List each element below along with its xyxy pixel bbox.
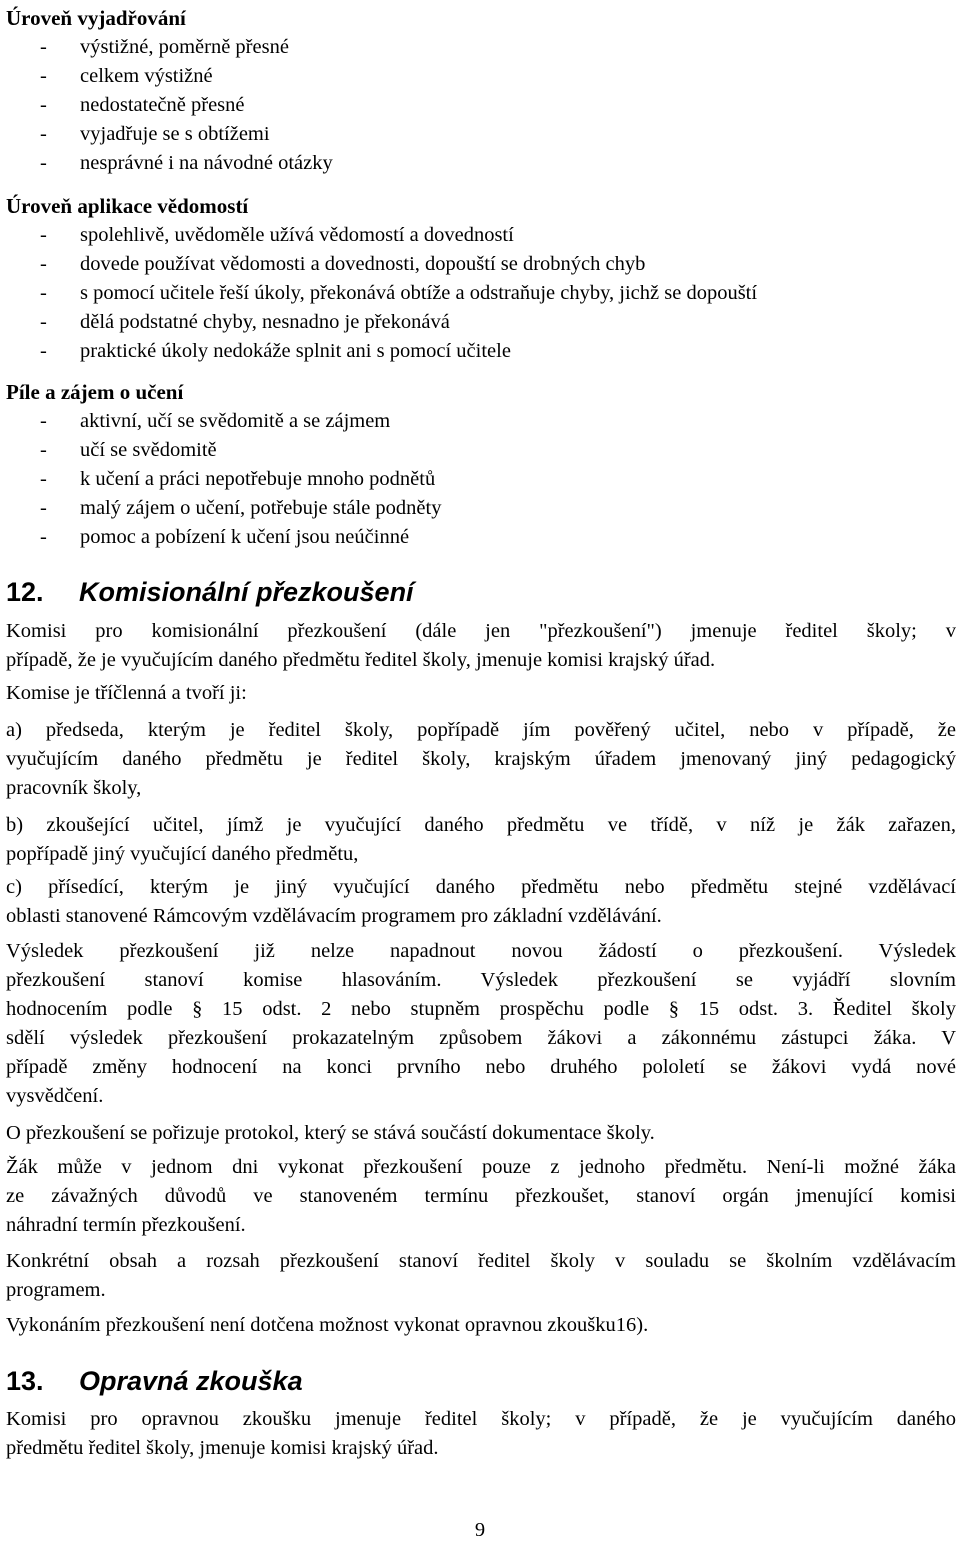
list-item: - celkem výstižné: [40, 65, 213, 87]
list-item: - praktické úkoly nedokáže splnit ani s pomocí učitele: [40, 340, 511, 362]
paragraph: Vykonáním přezkoušení není dotčena možnost vykonat opravnou zkoušku16).: [6, 1314, 649, 1336]
list-item: - nedostatečně přesné: [40, 94, 245, 116]
heading-uroven-aplikace: Úroveň aplikace vědomostí: [6, 194, 249, 218]
paragraph: b) zkoušející učitel, jímž je vyučující daného předmětu ve třídě, v níž je žák zařazen, popřípadě jiný vyučující daného předmětu,: [6, 814, 956, 865]
paragraph: Komise je tříčlenná a tvoří ji:: [6, 682, 247, 704]
list-item: - dovede používat vědomosti a dovednosti, dopouští se drobných chyb: [40, 253, 646, 275]
list-item: - dělá podstatné chyby, nesnadno je překonává: [40, 311, 450, 333]
paragraph: O přezkoušení se pořizuje protokol, který se stává součástí dokumentace školy.: [6, 1122, 655, 1144]
section-13-title: 13. Opravná zkouška: [6, 1366, 303, 1396]
list-item: - učí se svědomitě: [40, 439, 217, 461]
paragraph: c) přísedící, kterým je jiný vyučující daného předmětu nebo předmětu stejné vzdělávací oblasti stanovené Rámcovým vzdělávacím programem pro základní vzdělávání.: [6, 876, 956, 927]
paragraph: Komisi pro komisionální přezkoušení (dále jen "přezkoušení") jmenuje ředitel školy; v případě, že je vyučujícím daného předmětu ředitel školy, jmenuje komisi krajský úřad.: [6, 620, 956, 671]
list-item: - spolehlivě, uvědoměle užívá vědomostí a dovedností: [40, 224, 514, 246]
list-item: - vyjadřuje se s obtížemi: [40, 123, 270, 145]
section-12-title: 12. Komisionální přezkoušení: [6, 577, 414, 607]
list-item: - pomoc a pobízení k učení jsou neúčinné: [40, 526, 410, 548]
paragraph: Výsledek přezkoušení již nelze napadnout novou žádostí o přezkoušení. Výsledek přezkoušení stanoví komise hlasováním. Výsledek přezkoušení se vyjádří slovním hodnocením podle § 15 odst. 2 nebo stupněm prospěchu podle § 15 odst. 3. Ředitel školy sdělí výsledek přezkoušení prokazatelným způsobem žákovi a zákonnému zástupci žáka. V případě změny hodnocení na konci prvního nebo druhého pololetí se žákovi vydá nové vysvědčení.: [6, 940, 956, 1107]
heading-uroven-vyjadrovani: Úroveň vyjadřování: [6, 6, 186, 30]
list-item: - s pomocí učitele řeší úkoly, překonává obtíže a odstraňuje chyby, jichž se dopouští: [40, 282, 758, 304]
list-item: - nesprávné i na návodné otázky: [40, 152, 333, 174]
list-item: - výstižné, poměrně přesné: [40, 36, 289, 58]
paragraph: Konkrétní obsah a rozsah přezkoušení stanoví ředitel školy v souladu se školním vzdělávacím programem.: [6, 1250, 956, 1301]
paragraph: Komisi pro opravnou zkoušku jmenuje ředitel školy; v případě, že je vyučujícím daného předmětu ředitel školy, jmenuje komisi krajský úřad.: [6, 1408, 956, 1459]
list-item: - aktivní, učí se svědomitě a se zájmem: [40, 410, 391, 432]
heading-pile-a-zajem: Píle a zájem o učení: [6, 380, 184, 404]
paragraph: a) předseda, kterým je ředitel školy, popřípadě jím pověřený učitel, nebo v případě, že vyučujícím daného předmětu je ředitel školy, krajským úřadem jmenovaný jiný pedagogický pracovník školy,: [6, 719, 956, 799]
list-item: - malý zájem o učení, potřebuje stále podněty: [40, 497, 442, 519]
list-item: - k učení a práci nepotřebuje mnoho podnětů: [40, 468, 436, 490]
paragraph: Žák může v jednom dni vykonat přezkoušení pouze z jednoho předmětu. Není-li možné žáka ze závažných důvodů ve stanoveném termínu přezkoušet, stanoví orgán jmenující komisi náhradní termín přezkoušení.: [6, 1156, 956, 1236]
page-number: 9: [474, 1519, 486, 1541]
